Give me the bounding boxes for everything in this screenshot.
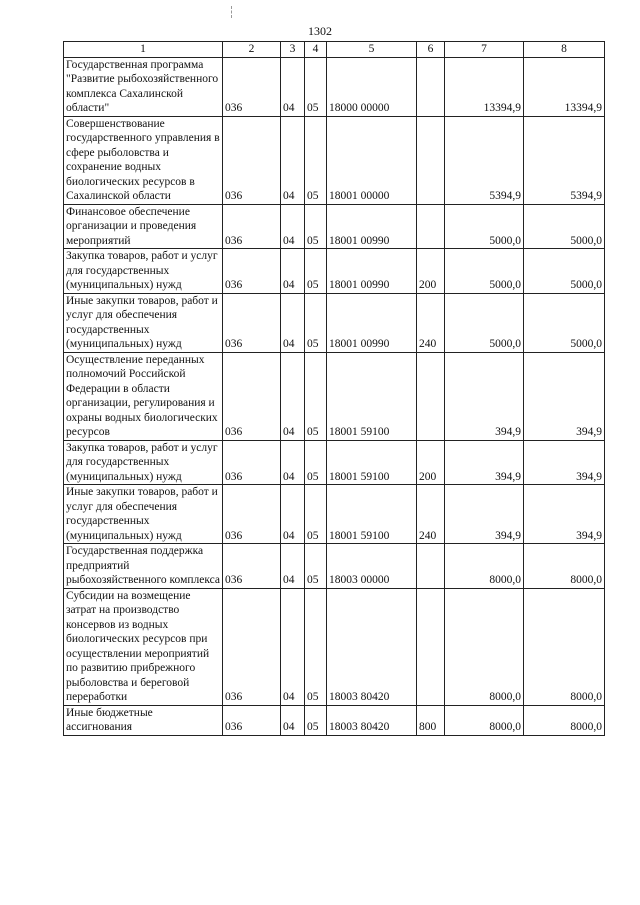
row-ministry-code: 036 xyxy=(223,57,281,116)
row-target-code: 18003 80420 xyxy=(327,705,417,735)
row-section-code: 04 xyxy=(281,544,305,589)
row-subsection-code: 05 xyxy=(305,204,327,249)
table-row xyxy=(64,352,605,440)
row-ministry-code: 036 xyxy=(223,588,281,705)
row-ministry-code: 036 xyxy=(223,440,281,485)
row-sum-1: 8000,0 xyxy=(445,705,524,735)
row-target-code: 18000 00000 xyxy=(327,57,417,116)
row-expense-type: 800 xyxy=(417,705,445,735)
header-col-1: 1 xyxy=(64,42,223,58)
row-sum-1: 13394,9 xyxy=(445,57,524,116)
row-target-code: 18001 00990 xyxy=(327,293,417,352)
margin-mark xyxy=(231,6,232,18)
budget-table xyxy=(63,41,605,736)
row-subsection-code: 05 xyxy=(305,352,327,440)
row-expense-type xyxy=(417,352,445,440)
table-row xyxy=(64,440,605,485)
row-sum-2: 394,9 xyxy=(524,440,605,485)
row-section-code: 04 xyxy=(281,588,305,705)
row-expense-type xyxy=(417,588,445,705)
row-sum-2: 5394,9 xyxy=(524,116,605,204)
table-row xyxy=(64,705,605,735)
row-subsection-code: 05 xyxy=(305,116,327,204)
row-subsection-code: 05 xyxy=(305,588,327,705)
row-subsection-code: 05 xyxy=(305,293,327,352)
table-row xyxy=(64,588,605,705)
row-sum-1: 8000,0 xyxy=(445,588,524,705)
header-col-7: 7 xyxy=(445,42,524,58)
row-sum-2: 5000,0 xyxy=(524,249,605,294)
row-sum-2: 5000,0 xyxy=(524,293,605,352)
header-col-8: 8 xyxy=(524,42,605,58)
row-sum-2: 13394,9 xyxy=(524,57,605,116)
row-expense-type: 200 xyxy=(417,440,445,485)
row-sum-2: 394,9 xyxy=(524,352,605,440)
row-section-code: 04 xyxy=(281,57,305,116)
header-col-4: 4 xyxy=(305,42,327,58)
row-subsection-code: 05 xyxy=(305,57,327,116)
row-sum-2: 394,9 xyxy=(524,485,605,544)
row-expense-type xyxy=(417,544,445,589)
row-sum-2: 8000,0 xyxy=(524,588,605,705)
header-col-5: 5 xyxy=(327,42,417,58)
row-target-code: 18003 80420 xyxy=(327,588,417,705)
row-section-code: 04 xyxy=(281,293,305,352)
row-subsection-code: 05 xyxy=(305,544,327,589)
row-name: Субсидии на возмещение затрат на производство консервов из водных биологических ресурсов при осуществлении мероприятий по развитию прибрежного рыболовства и береговой переработки xyxy=(64,588,223,705)
row-ministry-code: 036 xyxy=(223,116,281,204)
table-row xyxy=(64,57,605,116)
row-name: Закупка товаров, работ и услуг для государственных (муниципальных) нужд xyxy=(64,249,223,294)
table-row xyxy=(64,293,605,352)
row-target-code: 18001 00990 xyxy=(327,249,417,294)
row-ministry-code: 036 xyxy=(223,705,281,735)
row-expense-type xyxy=(417,116,445,204)
row-sum-1: 8000,0 xyxy=(445,544,524,589)
row-sum-2: 5000,0 xyxy=(524,204,605,249)
row-sum-1: 5000,0 xyxy=(445,249,524,294)
row-section-code: 04 xyxy=(281,440,305,485)
row-expense-type: 200 xyxy=(417,249,445,294)
row-target-code: 18003 00000 xyxy=(327,544,417,589)
header-col-6: 6 xyxy=(417,42,445,58)
row-section-code: 04 xyxy=(281,249,305,294)
row-sum-1: 394,9 xyxy=(445,485,524,544)
row-name: Иные закупки товаров, работ и услуг для обеспечения государственных (муниципальных) нужд xyxy=(64,293,223,352)
row-name: Иные бюджетные ассигнования xyxy=(64,705,223,735)
row-expense-type xyxy=(417,57,445,116)
row-sum-1: 394,9 xyxy=(445,440,524,485)
row-name: Закупка товаров, работ и услуг для государственных (муниципальных) нужд xyxy=(64,440,223,485)
table-row xyxy=(64,485,605,544)
table-row xyxy=(64,249,605,294)
row-sum-1: 5000,0 xyxy=(445,204,524,249)
row-target-code: 18001 00990 xyxy=(327,204,417,249)
row-subsection-code: 05 xyxy=(305,249,327,294)
row-sum-2: 8000,0 xyxy=(524,705,605,735)
row-target-code: 18001 00000 xyxy=(327,116,417,204)
row-sum-1: 5000,0 xyxy=(445,293,524,352)
row-section-code: 04 xyxy=(281,705,305,735)
table-row xyxy=(64,204,605,249)
row-expense-type: 240 xyxy=(417,485,445,544)
header-col-2: 2 xyxy=(223,42,281,58)
row-ministry-code: 036 xyxy=(223,204,281,249)
table-row xyxy=(64,544,605,589)
row-sum-2: 8000,0 xyxy=(524,544,605,589)
row-target-code: 18001 59100 xyxy=(327,485,417,544)
row-section-code: 04 xyxy=(281,352,305,440)
row-ministry-code: 036 xyxy=(223,293,281,352)
row-ministry-code: 036 xyxy=(223,485,281,544)
row-name: Осуществление переданных полномочий Российской Федерации в области организации, регулирования и охраны водных биологических ресурсов xyxy=(64,352,223,440)
row-ministry-code: 036 xyxy=(223,352,281,440)
row-expense-type xyxy=(417,204,445,249)
row-sum-1: 5394,9 xyxy=(445,116,524,204)
row-subsection-code: 05 xyxy=(305,485,327,544)
row-name: Государственная поддержка предприятий рыбохозяйственного комплекса xyxy=(64,544,223,589)
header-row xyxy=(64,42,605,58)
row-expense-type: 240 xyxy=(417,293,445,352)
row-section-code: 04 xyxy=(281,116,305,204)
row-ministry-code: 036 xyxy=(223,544,281,589)
row-subsection-code: 05 xyxy=(305,705,327,735)
row-target-code: 18001 59100 xyxy=(327,440,417,485)
row-ministry-code: 036 xyxy=(223,249,281,294)
row-name: Иные закупки товаров, работ и услуг для обеспечения государственных (муниципальных) нужд xyxy=(64,485,223,544)
row-subsection-code: 05 xyxy=(305,440,327,485)
header-col-3: 3 xyxy=(281,42,305,58)
row-name: Государственная программа "Развитие рыбохозяйственного комплекса Сахалинской области" xyxy=(64,57,223,116)
table-row xyxy=(64,116,605,204)
row-name: Финансовое обеспечение организации и проведения мероприятий xyxy=(64,204,223,249)
row-target-code: 18001 59100 xyxy=(327,352,417,440)
page-number: 1302 xyxy=(308,24,332,38)
row-name: Совершенствование государственного управления в сфере рыболовства и сохранение водных биологических ресурсов в Сахалинской области xyxy=(64,116,223,204)
row-sum-1: 394,9 xyxy=(445,352,524,440)
row-section-code: 04 xyxy=(281,204,305,249)
row-section-code: 04 xyxy=(281,485,305,544)
